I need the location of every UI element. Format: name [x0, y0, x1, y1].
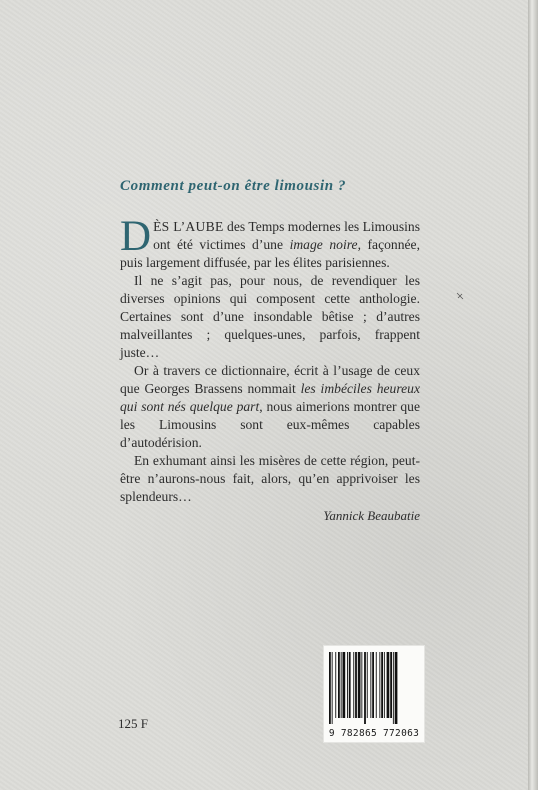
barcode-bar — [393, 652, 394, 724]
barcode-bar — [367, 652, 368, 718]
paragraph-3-text-a: Or à travers ce dictionnaire, écrit à l’usage de ceux que Georges Brassens nommait — [120, 363, 420, 396]
paper-speck-mark — [456, 292, 464, 300]
isbn-number: 9 782865 772063 — [328, 728, 420, 739]
barcode-bar — [361, 652, 362, 718]
cover-title: Comment peut-on être limousin ? — [120, 178, 347, 194]
drop-cap: D — [120, 213, 152, 260]
blurb-text — [120, 213, 420, 506]
barcode-bar — [343, 652, 346, 718]
barcode-bar — [387, 652, 390, 718]
paragraph-3-text-b: , nous aimerions montrer que les Limousins sont eux-mêmes capables d’autodérision. — [120, 399, 420, 450]
cover-edge — [528, 0, 538, 790]
paragraph-3 — [120, 362, 420, 452]
barcode-bar — [347, 652, 348, 718]
barcode-bar — [355, 652, 357, 718]
barcode-bar — [332, 652, 333, 724]
barcode-bar — [379, 652, 380, 718]
paragraph-1-italic: image noire — [289, 237, 358, 252]
paragraph-1-text-b: , façonnée, puis largement diffusée, par les élites parisiennes. — [120, 237, 420, 270]
paragraph-2: Il ne s’agit pas, pour nous, de revendiquer les diverses opinions qui composent cette anthologie. Certaines sont d’une insondable bêtise ; d’autres malveillantes ; quelques-unes, parfois, frappent juste… — [120, 273, 420, 360]
barcode-bar — [370, 652, 371, 718]
barcode-bar — [329, 652, 331, 724]
opening-small-caps: ÈS L’AUBE — [153, 219, 224, 234]
barcode-bar — [381, 652, 383, 718]
barcode-bar — [358, 652, 361, 718]
barcode-bar — [349, 652, 351, 718]
barcode-bar — [341, 652, 342, 718]
paragraph-1 — [120, 213, 420, 272]
barcode — [323, 645, 425, 743]
paragraph-4: En exhumant ainsi les misères de cette région, peut-être n’aurons-nous fait, alors, qu’en apprivoiser les splendeurs… — [120, 453, 420, 504]
barcode-bar — [395, 652, 398, 724]
barcode-bar — [376, 652, 377, 718]
paragraph-3-italic: les imbéciles heureux qui sont nés quelque part — [120, 381, 420, 414]
author-signature: Yannick Beaubatie — [323, 508, 420, 523]
barcode-bar — [335, 652, 336, 718]
barcode-bar — [364, 652, 366, 724]
barcode-bar — [390, 652, 392, 718]
barcode-bar — [338, 652, 340, 718]
price-label: 125 F — [118, 716, 148, 731]
barcode-bar — [353, 652, 354, 718]
paragraph-1-text-a: des Temps modernes les Limousins ont été victimes d’une — [153, 219, 420, 252]
barcode-bar — [384, 652, 385, 718]
barcode-bars — [328, 652, 420, 724]
barcode-bar — [372, 652, 374, 718]
